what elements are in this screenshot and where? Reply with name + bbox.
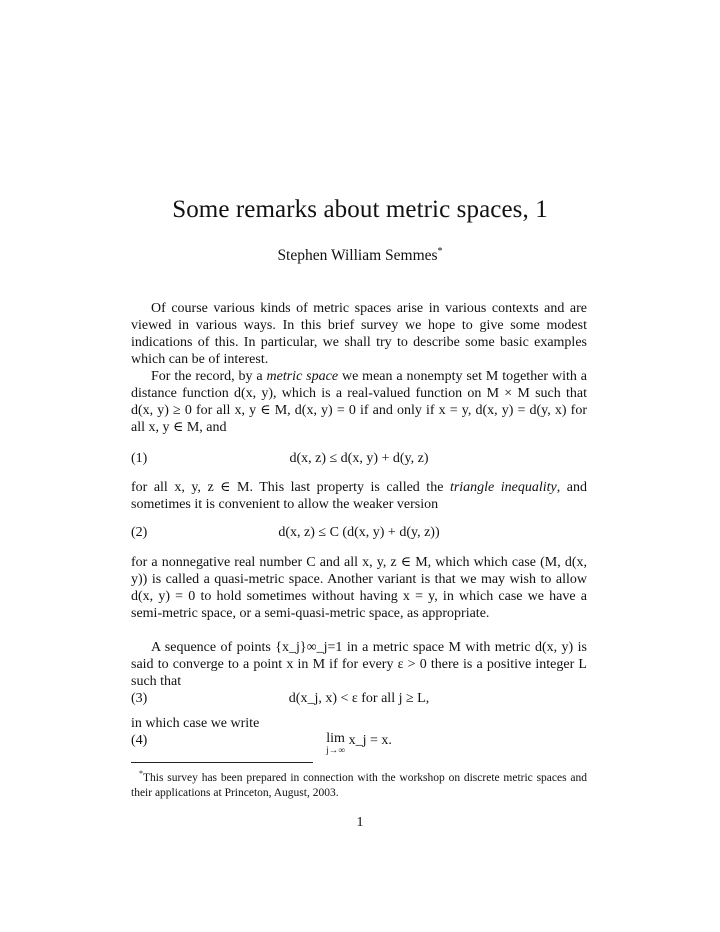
- equation-number: (1): [131, 451, 148, 466]
- limit-subscript: j→∞: [326, 746, 346, 756]
- equation-body: d(x, z) ≤ d(x, y) + d(y, z): [289, 451, 429, 466]
- paragraph-definition: For the record, by a metric space we mean a nonempty set M together with a distance function d(x, y), which is a real-valued function on M × M such that d(x, y) ≥ 0 for all x, y ∈ M, d(x, y) = 0 if and only if x = y, d(x, y) = d(y, x) for all x, y ∈ M, and: [131, 369, 587, 435]
- equation-2: [131, 524, 587, 541]
- paragraph-intro: Of course various kinds of metric spaces arise in various contexts and are viewed in various ways. In this brief survey we hope to give some modest indications of this. In particular, we shall try to describe some basic examples which can be of interest.: [131, 301, 587, 367]
- paragraph-convergence: A sequence of points {x_j}∞_j=1 in a metric space M with metric d(x, y) is said to converge to a point x in M if for every ε > 0 there is a positive integer L such that: [131, 640, 587, 689]
- term-metric-space: metric space: [266, 369, 339, 384]
- footnote: [131, 766, 587, 801]
- equation-4: [131, 731, 587, 756]
- equation-body: lim j→∞ x_j = x.: [326, 731, 392, 756]
- footnote-rule: [131, 762, 313, 763]
- limit-operator: lim j→∞: [326, 731, 346, 756]
- equation-3: [131, 690, 587, 707]
- page-number: 1: [356, 815, 364, 830]
- equation-1: [131, 450, 587, 467]
- footnote-mark: *: [139, 769, 143, 778]
- paragraph-write: in which case we write: [131, 716, 260, 731]
- author-footnote-mark: *: [437, 246, 443, 257]
- paragraph-triangle: for all x, y, z ∈ M. This last property is called the triangle inequality, and sometimes it is convenient to allow the weaker version: [131, 480, 587, 512]
- equation-body: d(x, z) ≤ C (d(x, y) + d(y, z)): [278, 525, 440, 540]
- author-line: [0, 246, 720, 265]
- equation-number: (3): [131, 691, 148, 706]
- paper-title: Some remarks about metric spaces, 1: [172, 196, 548, 223]
- equation-number: (2): [131, 525, 148, 540]
- equation-number: (4): [131, 733, 148, 748]
- equation-body: d(x_j, x) < ε for all j ≥ L,: [288, 691, 430, 706]
- term-triangle-inequality: triangle inequality: [449, 480, 557, 495]
- author-name: Stephen William Semmes: [277, 247, 438, 265]
- paragraph-quasi-metric: for a nonnegative real number C and all x, y, z ∈ M, which which case (M, d(x, y)) is called a quasi-metric space. Another variant is that we may wish to allow d(x, y) = 0 to hold sometimes without having x = y, in which case we have a semi-metric space, or a semi-quasi-metric space, as appropriate.: [131, 555, 587, 621]
- footnote-text: This survey has been prepared in connection with the workshop on discrete metric spaces and their applications at Princeton, August, 2003.: [131, 771, 587, 799]
